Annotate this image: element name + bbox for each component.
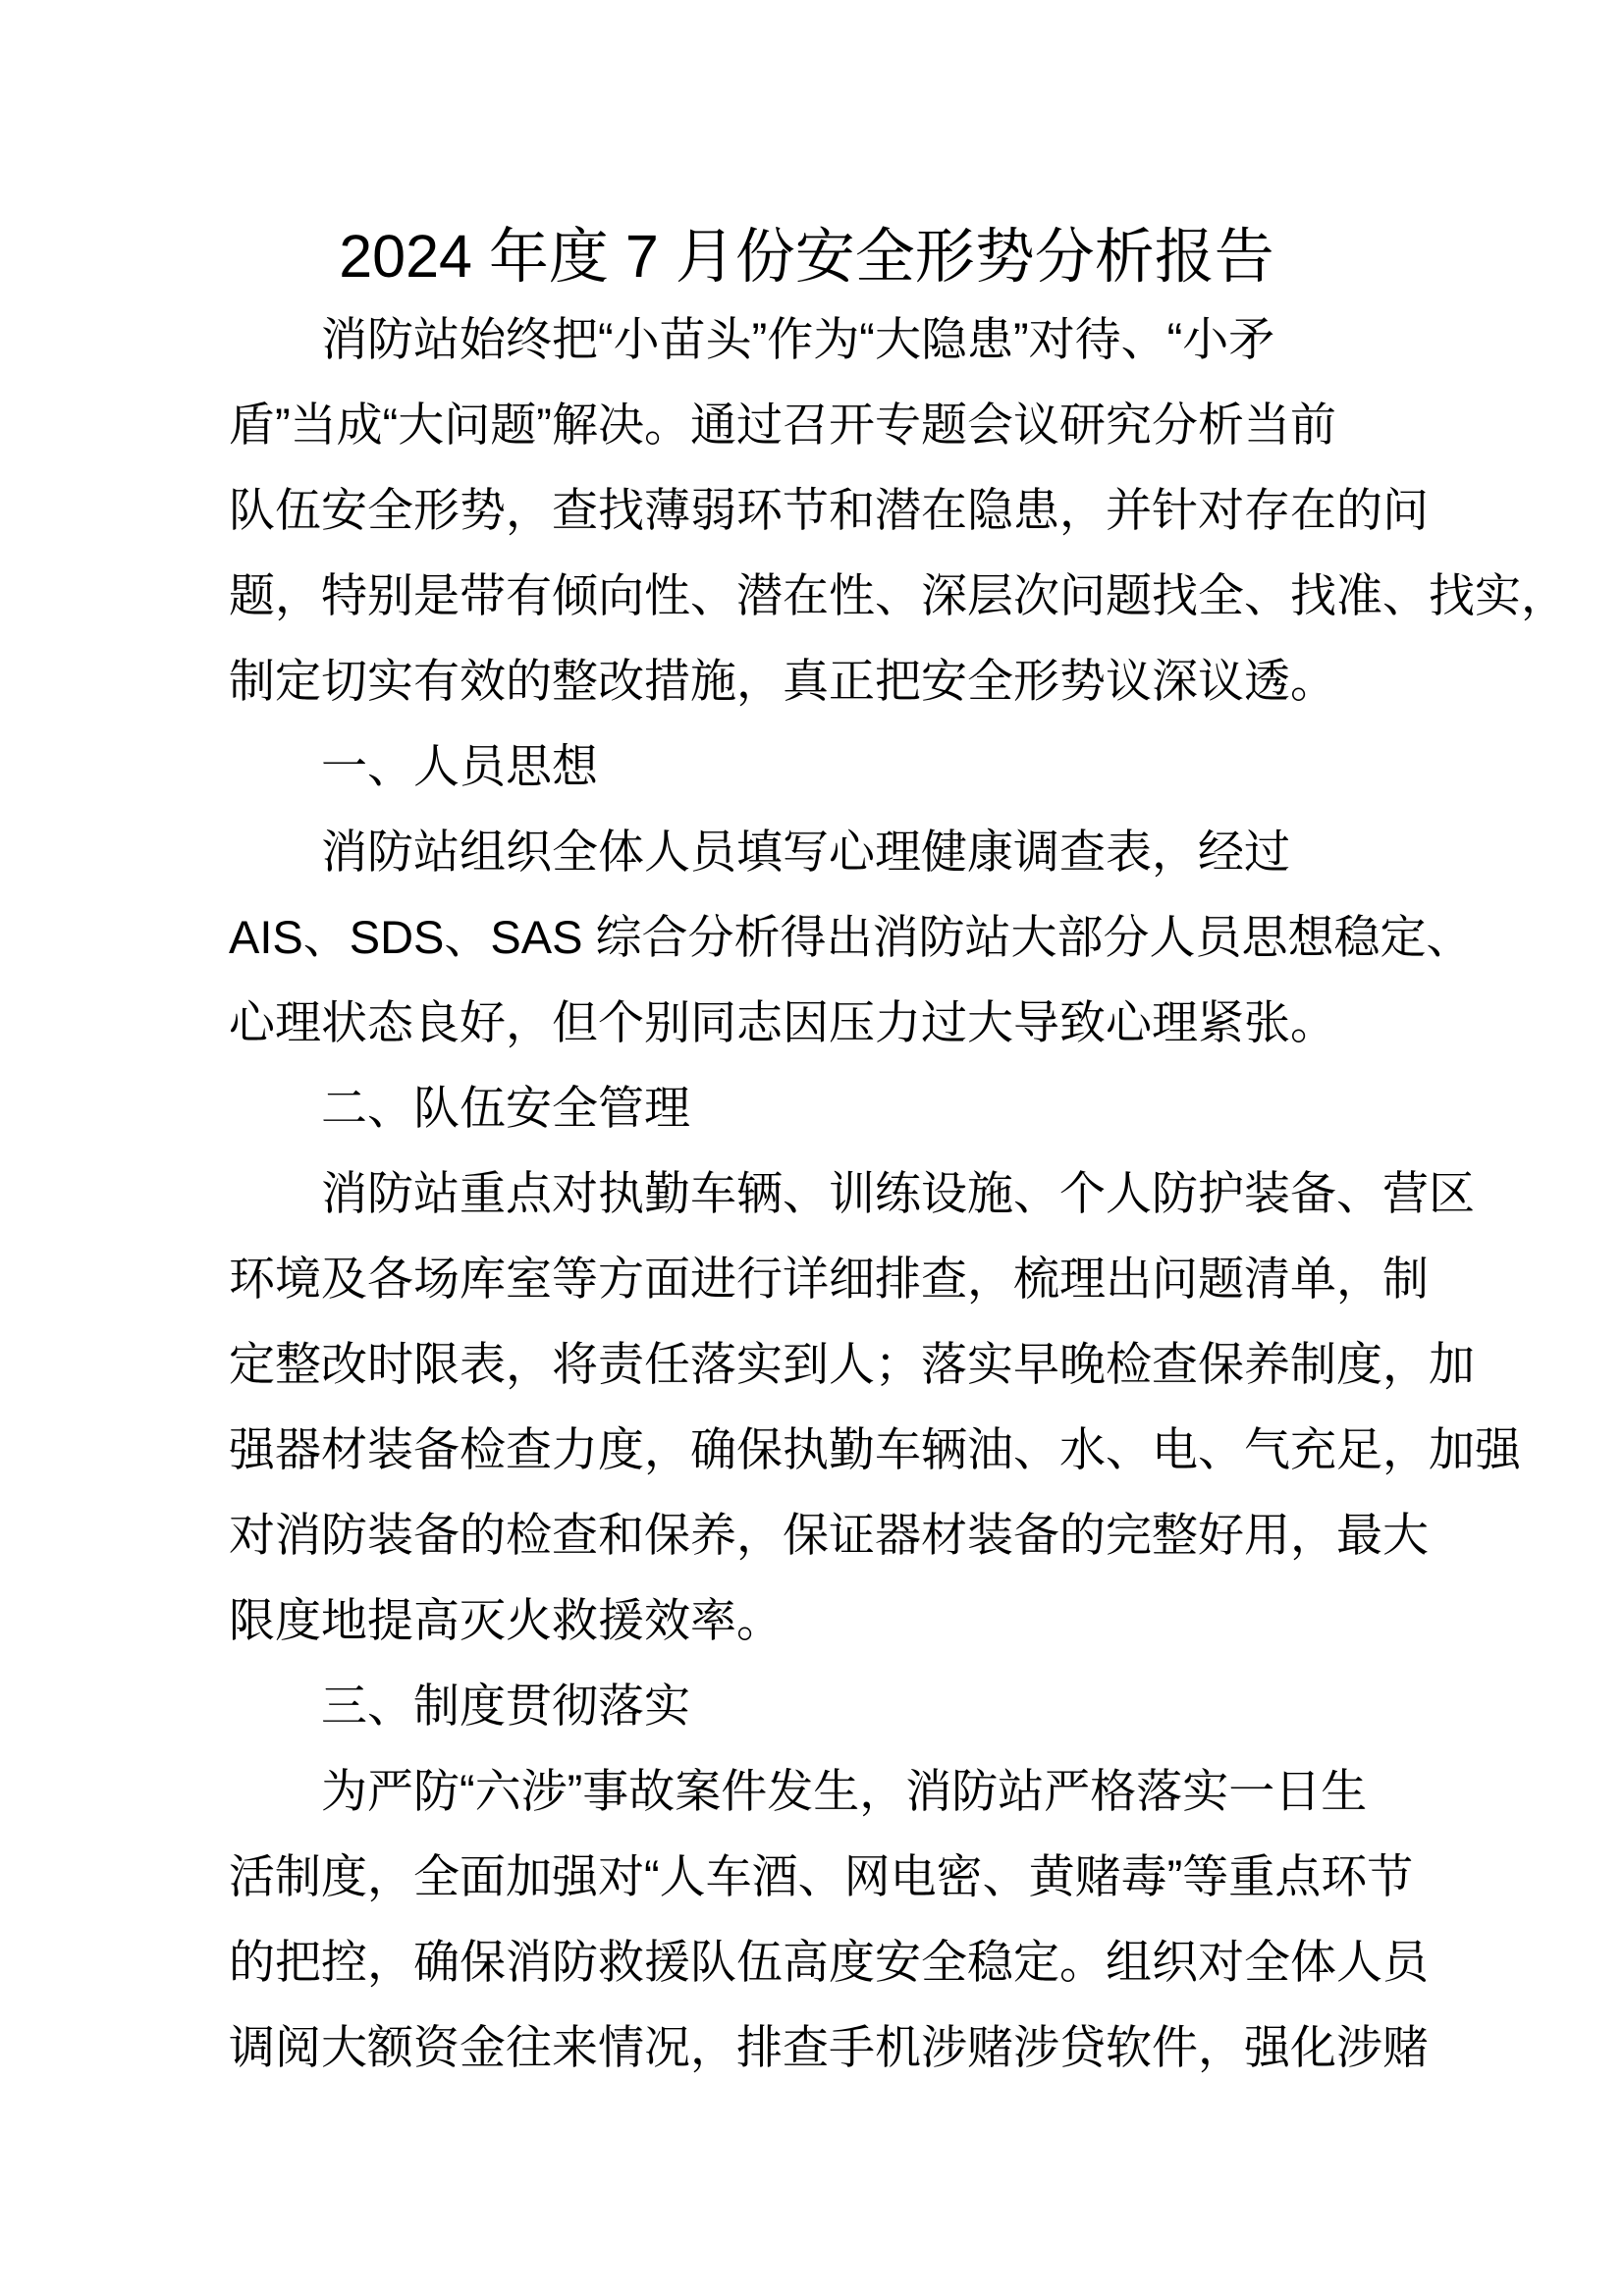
text-line: 盾”当成“大问题”解决。通过召开专题会议研究分析当前 — [229, 399, 1336, 451]
text-line: 三、制度贯彻落实 — [321, 1680, 690, 1732]
text-line: 限度地提高灭火救援效率。 — [229, 1594, 783, 1646]
document-title: 2024 年度 7 月份安全形势分析报告 — [339, 223, 1274, 290]
text-line: AIS、SDS、SAS 综合分析得出消防站大部分人员思想稳定、 — [229, 911, 1473, 963]
text-line: 队伍安全形势，查找薄弱环节和潜在隐患，并针对存在的问 — [229, 484, 1429, 536]
section-heading — [229, 723, 1384, 809]
text-line: 消防站始终把“小苗头”作为“大隐患”对待、“小矛 — [321, 313, 1275, 365]
text-line: 活制度，全面加强对“人车酒、网电密、黄赌毒”等重点环节 — [229, 1850, 1414, 1902]
text-line: 一、人员思想 — [321, 740, 598, 792]
text-line: 消防站重点对执勤车辆、训练设施、个人防护装备、营区 — [321, 1167, 1475, 1219]
section-heading — [229, 1065, 1384, 1150]
paragraph — [229, 1150, 1521, 1663]
text-line: 为严防“六涉”事故案件发生，消防站严格落实一日生 — [321, 1765, 1368, 1817]
text-line: 的把控，确保消防救援队伍高度安全稳定。组织对全体人员 — [229, 1936, 1429, 1988]
text-line: 定整改时限表，将责任落实到人；落实早晚检查保养制度，加 — [229, 1338, 1475, 1390]
paragraph — [229, 296, 1567, 723]
text-line: 心理状态良好，但个别同志因压力过大导致心理紧张。 — [229, 996, 1336, 1048]
paragraph — [229, 809, 1473, 1065]
text-line: 强器材装备检查力度，确保执勤车辆油、水、电、气充足，加强 — [229, 1423, 1521, 1475]
text-line: 对消防装备的检查和保养，保证器材装备的完整好用，最大 — [229, 1509, 1429, 1561]
text-line: 消防站组织全体人员填写心理健康调查表，经过 — [321, 826, 1290, 878]
text-line: 调阅大额资金往来情况，排查手机涉赌涉贷软件，强化涉赌 — [229, 2021, 1429, 2073]
paragraph — [229, 1748, 1429, 2090]
document-content — [229, 217, 1567, 2090]
text-line: 制定切实有效的整改措施，真正把安全形势议深议透。 — [229, 655, 1336, 707]
text-line: 二、队伍安全管理 — [321, 1082, 690, 1134]
document-body — [229, 296, 1567, 2090]
section-heading — [229, 1663, 1384, 1748]
text-line: 环境及各场库室等方面进行详细排查，梳理出问题清单，制 — [229, 1253, 1429, 1305]
text-line: 题，特别是带有倾向性、潜在性、深层次问题找全、找准、找实， — [229, 569, 1567, 621]
